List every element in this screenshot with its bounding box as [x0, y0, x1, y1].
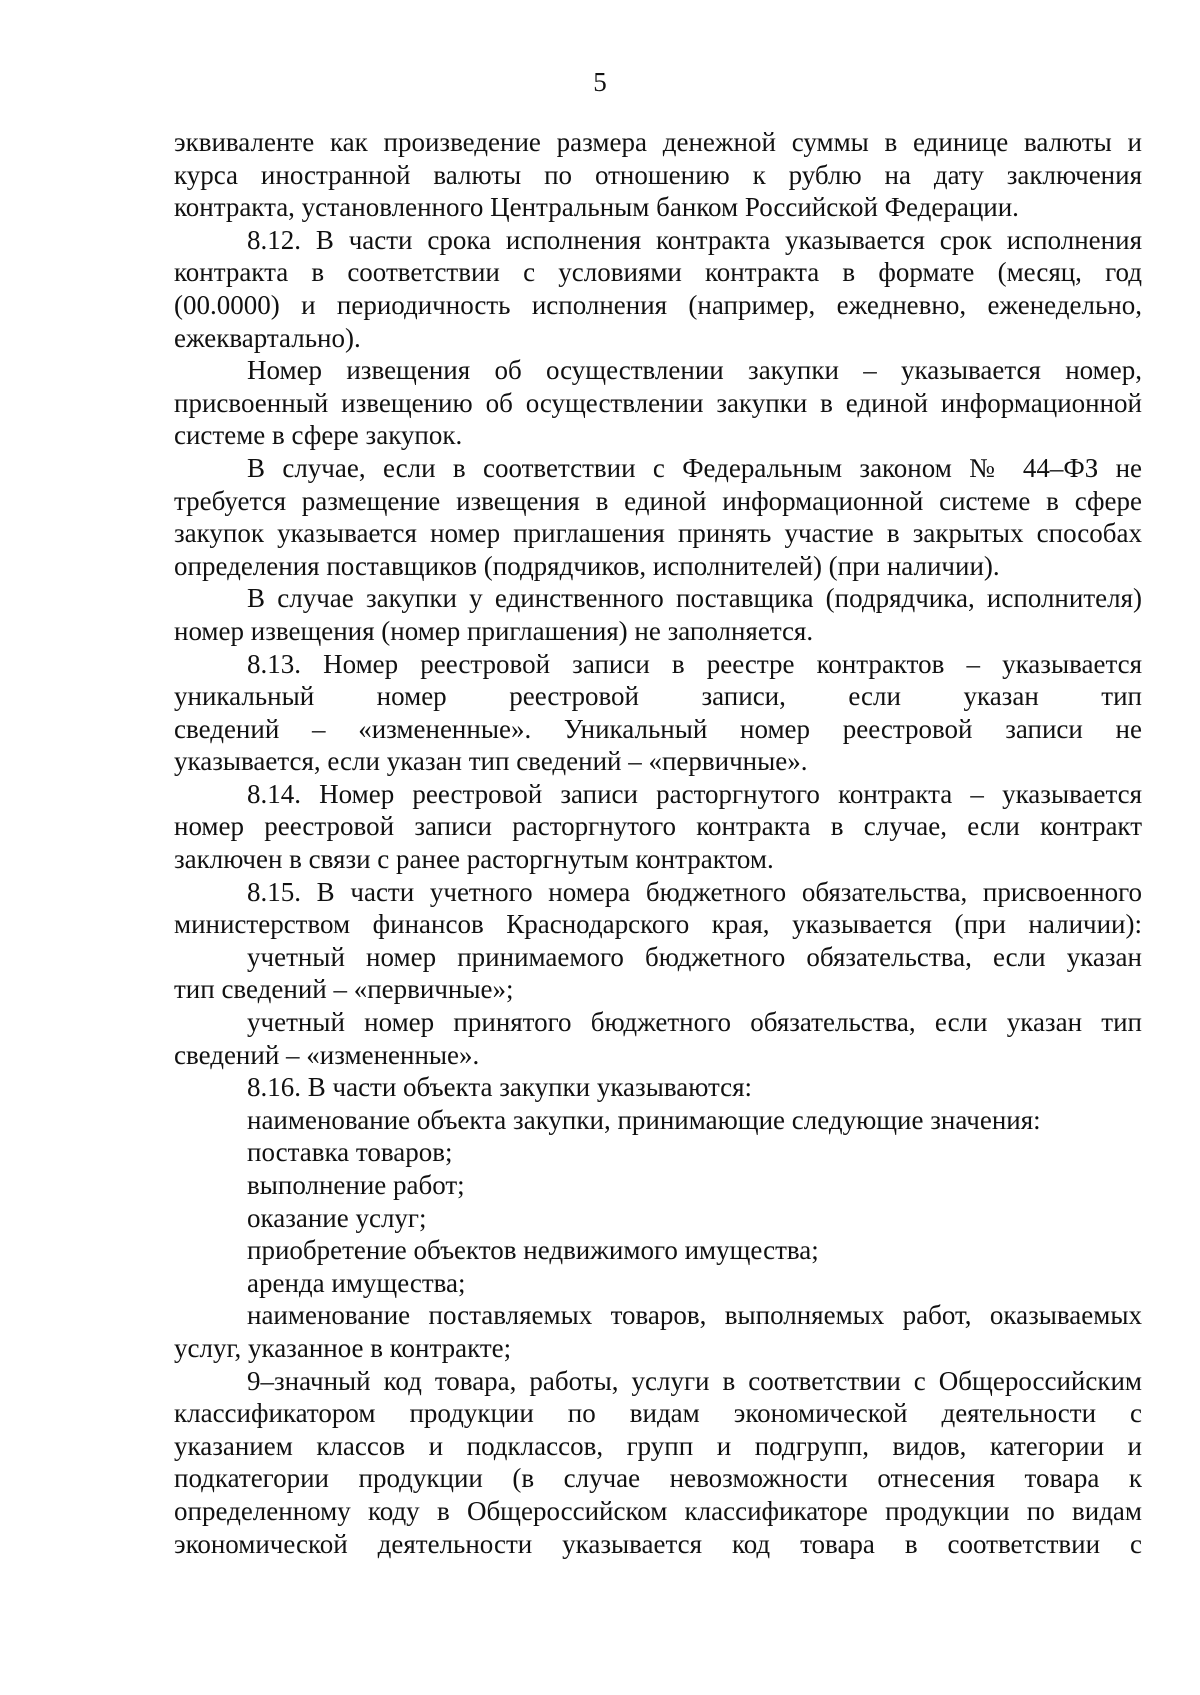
- document-body: [174, 126, 1142, 1560]
- text-line: 8.12. В части срока исполнения контракта указывается срок исполнения: [247, 224, 1142, 255]
- text-line: поставка товаров;: [247, 1137, 453, 1168]
- page-number: 5: [593, 67, 607, 97]
- text-line: наименование объекта закупки, принимающие следующие значения:: [247, 1104, 1041, 1135]
- text-line: закупок указывается номер приглашения принять участие в закрытых способах: [174, 518, 1142, 549]
- text-line: курса иностранной валюты по отношению к рублю на дату заключения: [174, 159, 1142, 190]
- text-line: присвоенный извещению об осуществлении закупки в единой информационной: [174, 387, 1142, 418]
- text-line: В случае закупки у единственного поставщика (подрядчика, исполнителя): [247, 583, 1142, 614]
- text-line: требуется размещение извещения в единой информационной системе в сфере: [174, 485, 1142, 516]
- text-line: сведений – «измененные».: [174, 1039, 480, 1070]
- text-line: 9–значный код товара, работы, услуги в соответствии с Общероссийским: [247, 1365, 1142, 1396]
- text-line: подкатегории продукции (в случае невозможности отнесения товара к: [174, 1463, 1142, 1494]
- text-line: контракта в соответствии с условиями контракта в формате (месяц, год: [174, 257, 1142, 288]
- text-line: 8.13. Номер реестровой записи в реестре контрактов – указывается: [247, 648, 1142, 679]
- text-line: определенному коду в Общероссийском классификаторе продукции по видам: [174, 1495, 1142, 1526]
- text-line: эквиваленте как произведение размера денежной суммы в единице валюты и: [174, 127, 1142, 157]
- text-line: заключен в связи с ранее расторгнутым контрактом.: [174, 844, 774, 875]
- text-line: оказание услуг;: [247, 1202, 427, 1233]
- text-line: экономической деятельности указывается код товара в соответствии с: [174, 1528, 1142, 1559]
- text-line: приобретение объектов недвижимого имущества;: [247, 1235, 819, 1266]
- text-line: уникальный номер реестровой записи, если указан тип: [174, 681, 1142, 712]
- text-line: учетный номер принимаемого бюджетного обязательства, если указан: [247, 941, 1142, 972]
- text-line: контракта, установленного Центральным банком Российской Федерации.: [174, 192, 1019, 223]
- text-line: номер извещения (номер приглашения) не заполняется.: [174, 615, 814, 646]
- text-line: определения поставщиков (подрядчиков, исполнителей) (при наличии).: [174, 550, 1000, 581]
- text-line: наименование поставляемых товаров, выполняемых работ, оказываемых: [247, 1300, 1142, 1331]
- text-line: системе в сфере закупок.: [174, 420, 463, 451]
- text-line: учетный номер принятого бюджетного обязательства, если указан тип: [247, 1007, 1142, 1038]
- text-line: 8.14. Номер реестровой записи расторгнутого контракта – указывается: [247, 778, 1142, 809]
- text-line: тип сведений – «первичные»;: [174, 974, 514, 1005]
- text-line: Номер извещения об осуществлении закупки – указывается номер,: [247, 355, 1142, 386]
- text-line: В случае, если в соответствии с Федеральным законом № 44–ФЗ не: [247, 452, 1142, 483]
- text-line: 8.15. В части учетного номера бюджетного обязательства, присвоенного: [247, 876, 1142, 907]
- text-line: номер реестровой записи расторгнутого контракта в случае, если контракт: [174, 811, 1142, 842]
- text-line: (00.0000) и периодичность исполнения (например, ежедневно, еженедельно,: [174, 289, 1142, 320]
- text-line: сведений – «измененные». Уникальный номер реестровой записи не: [174, 713, 1142, 744]
- text-line: указанием классов и подклассов, групп и подгрупп, видов, категории и: [174, 1430, 1142, 1461]
- text-line: министерством финансов Краснодарского края, указывается (при наличии):: [174, 909, 1142, 940]
- text-line: классификатором продукции по видам экономической деятельности с: [174, 1398, 1142, 1429]
- text-line: услуг, указанное в контракте;: [174, 1332, 512, 1363]
- text-line: указывается, если указан тип сведений – «первичные».: [174, 746, 808, 777]
- text-line: ежеквартально).: [174, 322, 361, 353]
- text-line: аренда имущества;: [247, 1267, 466, 1298]
- text-line: 8.16. В части объекта закупки указываются:: [247, 1072, 753, 1103]
- text-line: выполнение работ;: [247, 1170, 465, 1200]
